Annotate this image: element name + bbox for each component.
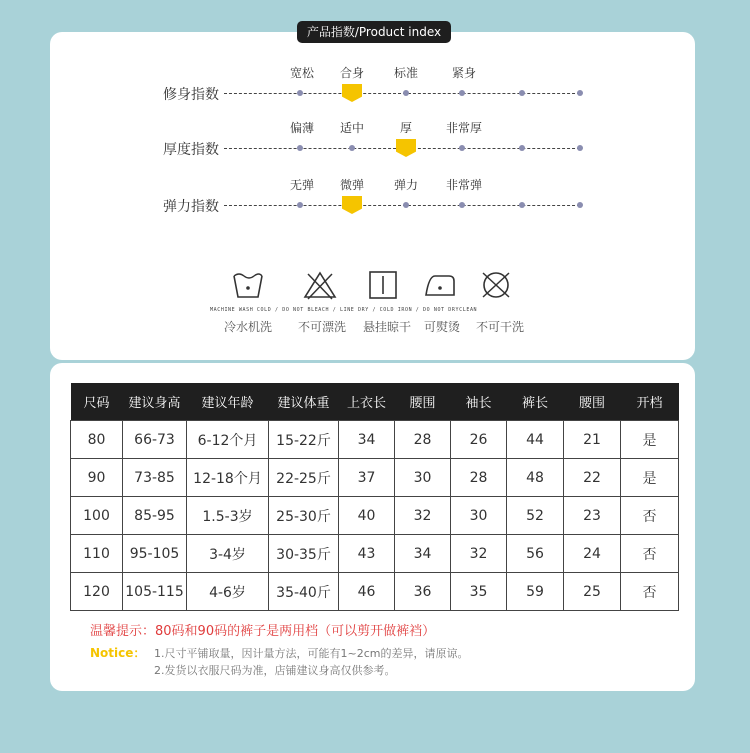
table-cell: 110 bbox=[71, 535, 123, 573]
index-dot bbox=[577, 202, 583, 208]
table-row bbox=[71, 573, 679, 611]
table-cell: 否 bbox=[621, 573, 679, 611]
table-cell: 1.5-3岁 bbox=[187, 497, 269, 535]
index-dot bbox=[519, 145, 525, 151]
table-cell: 15-22斤 bbox=[269, 421, 339, 459]
table-cell: 59 bbox=[507, 573, 564, 611]
table-cell: 30 bbox=[451, 497, 507, 535]
table-cell: 否 bbox=[621, 497, 679, 535]
notice-line-2: 2.发货以衣服尺码为准，店铺建议身高仅供参考。 bbox=[154, 664, 396, 677]
index-option: 标准 bbox=[393, 66, 419, 80]
index-option: 偏薄 bbox=[289, 121, 315, 135]
notice-label: Notice： bbox=[90, 646, 146, 660]
index-row bbox=[50, 119, 695, 179]
table-cell: 23 bbox=[564, 497, 621, 535]
table-cell: 105-115 bbox=[123, 573, 187, 611]
table-cell: 80 bbox=[71, 421, 123, 459]
index-dot bbox=[403, 90, 409, 96]
no-dryclean-icon bbox=[479, 270, 513, 300]
index-option: 适中 bbox=[339, 121, 365, 135]
table-cell: 90 bbox=[71, 459, 123, 497]
index-row bbox=[50, 64, 695, 124]
table-cell: 22 bbox=[564, 459, 621, 497]
table-cell: 46 bbox=[339, 573, 395, 611]
product-index-card bbox=[50, 32, 695, 360]
index-dot bbox=[577, 145, 583, 151]
index-dashed-line bbox=[224, 93, 580, 94]
table-cell: 28 bbox=[451, 459, 507, 497]
index-option: 宽松 bbox=[289, 66, 315, 80]
product-index-title: 产品指数/Product index bbox=[297, 21, 451, 43]
size-table-header-cell: 上衣长 bbox=[339, 383, 395, 421]
table-cell: 120 bbox=[71, 573, 123, 611]
table-cell: 4-6岁 bbox=[187, 573, 269, 611]
index-option: 紧身 bbox=[451, 66, 477, 80]
no-bleach-icon bbox=[303, 270, 337, 300]
size-table-header-cell: 开档 bbox=[621, 383, 679, 421]
index-dot bbox=[459, 90, 465, 96]
table-cell: 25-30斤 bbox=[269, 497, 339, 535]
index-row bbox=[50, 176, 695, 236]
index-selected-marker bbox=[342, 196, 362, 214]
index-option: 合身 bbox=[339, 66, 365, 80]
notice-line-1: 1.尺寸平铺取量，因计量方法，可能有1~2cm的差异，请原谅。 bbox=[154, 647, 469, 660]
size-table bbox=[70, 383, 679, 611]
size-table-header-cell: 建议体重 bbox=[269, 383, 339, 421]
table-cell: 95-105 bbox=[123, 535, 187, 573]
table-row bbox=[71, 535, 679, 573]
table-cell: 是 bbox=[621, 459, 679, 497]
index-option: 厚 bbox=[399, 121, 413, 135]
table-cell: 35-40斤 bbox=[269, 573, 339, 611]
table-cell: 32 bbox=[451, 535, 507, 573]
table-cell: 12-18个月 bbox=[187, 459, 269, 497]
size-table-header-cell: 建议身高 bbox=[123, 383, 187, 421]
size-table-header-cell: 建议年龄 bbox=[187, 383, 269, 421]
size-table-header-cell: 袖长 bbox=[451, 383, 507, 421]
table-cell: 32 bbox=[395, 497, 451, 535]
index-dot bbox=[297, 90, 303, 96]
table-cell: 22-25斤 bbox=[269, 459, 339, 497]
size-table-header-cell: 裤长 bbox=[507, 383, 564, 421]
table-row bbox=[71, 421, 679, 459]
index-dot bbox=[297, 145, 303, 151]
table-cell: 85-95 bbox=[123, 497, 187, 535]
table-cell: 43 bbox=[339, 535, 395, 573]
table-cell: 25 bbox=[564, 573, 621, 611]
care-label-cold-wash: 冷水机洗 bbox=[223, 320, 273, 334]
index-label: 修身指数 bbox=[163, 87, 219, 103]
iron-icon bbox=[423, 270, 457, 300]
table-cell: 44 bbox=[507, 421, 564, 459]
warm-tip: 温馨提示：80码和90码的裤子是两用档（可以剪开做裤裆） bbox=[90, 624, 436, 639]
index-selected-marker bbox=[396, 139, 416, 157]
table-cell: 24 bbox=[564, 535, 621, 573]
table-row bbox=[71, 459, 679, 497]
care-label-no-bleach: 不可漂洗 bbox=[297, 320, 347, 334]
table-cell: 52 bbox=[507, 497, 564, 535]
table-cell: 34 bbox=[339, 421, 395, 459]
index-dot bbox=[459, 145, 465, 151]
table-cell: 66-73 bbox=[123, 421, 187, 459]
table-cell: 否 bbox=[621, 535, 679, 573]
table-cell: 100 bbox=[71, 497, 123, 535]
care-label-no-dryclean: 不可干洗 bbox=[475, 320, 525, 334]
table-cell: 6-12个月 bbox=[187, 421, 269, 459]
index-dot bbox=[459, 202, 465, 208]
index-option: 微弹 bbox=[339, 178, 365, 192]
index-dot bbox=[297, 202, 303, 208]
size-chart-card bbox=[50, 363, 695, 691]
table-cell: 48 bbox=[507, 459, 564, 497]
index-dot bbox=[519, 90, 525, 96]
table-cell: 56 bbox=[507, 535, 564, 573]
table-cell: 35 bbox=[451, 573, 507, 611]
index-dashed-line bbox=[224, 205, 580, 206]
table-cell: 是 bbox=[621, 421, 679, 459]
index-label: 厚度指数 bbox=[163, 142, 219, 158]
index-option: 弹力 bbox=[393, 178, 419, 192]
index-dot bbox=[519, 202, 525, 208]
table-cell: 30 bbox=[395, 459, 451, 497]
table-cell: 40 bbox=[339, 497, 395, 535]
line-dry-icon bbox=[366, 270, 400, 300]
table-cell: 37 bbox=[339, 459, 395, 497]
table-cell: 30-35斤 bbox=[269, 535, 339, 573]
table-cell: 3-4岁 bbox=[187, 535, 269, 573]
index-dot bbox=[349, 145, 355, 151]
index-option: 非常弹 bbox=[445, 178, 483, 192]
size-table-header bbox=[71, 383, 679, 421]
size-table-header-cell: 腰围 bbox=[395, 383, 451, 421]
size-table-header-cell: 腰围 bbox=[564, 383, 621, 421]
table-cell: 34 bbox=[395, 535, 451, 573]
index-dot bbox=[577, 90, 583, 96]
cold-wash-icon bbox=[231, 270, 265, 300]
care-label-iron: 可熨烫 bbox=[423, 320, 461, 334]
table-cell: 21 bbox=[564, 421, 621, 459]
table-cell: 26 bbox=[451, 421, 507, 459]
care-caption: MACHINE WASH COLD / DO NOT BLEACH / LINE DRY / COLD IRON / DO NOT DRYCLEAN bbox=[210, 307, 478, 313]
table-row bbox=[71, 497, 679, 535]
index-dot bbox=[403, 202, 409, 208]
care-label-line-dry: 悬挂晾干 bbox=[362, 320, 412, 334]
table-cell: 36 bbox=[395, 573, 451, 611]
table-cell: 73-85 bbox=[123, 459, 187, 497]
index-option: 非常厚 bbox=[445, 121, 483, 135]
table-cell: 28 bbox=[395, 421, 451, 459]
index-label: 弹力指数 bbox=[163, 199, 219, 215]
index-option: 无弹 bbox=[289, 178, 315, 192]
index-selected-marker bbox=[342, 84, 362, 102]
size-table-header-cell: 尺码 bbox=[71, 383, 123, 421]
